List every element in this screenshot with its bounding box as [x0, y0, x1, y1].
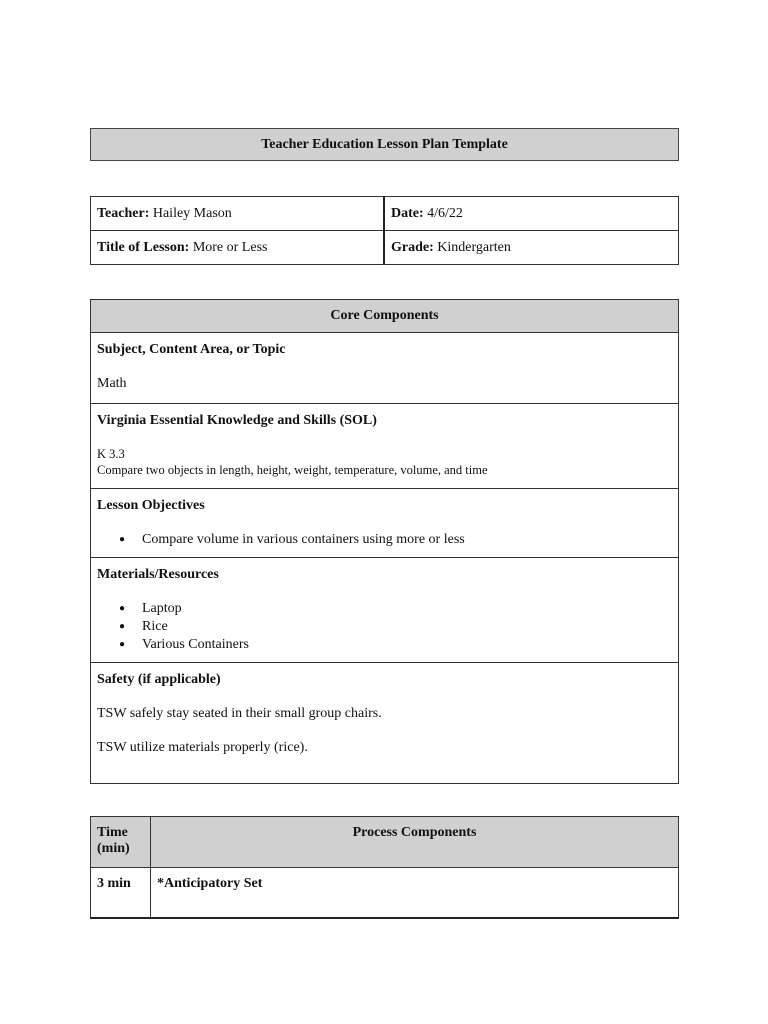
- materials-heading: Materials/Resources: [97, 567, 219, 582]
- subject-value: Math: [97, 376, 127, 391]
- list-item: ● Compare volume in various containers using more or less: [142, 531, 672, 549]
- date-value: 4/6/22: [427, 205, 463, 221]
- grade-label: Grade:: [391, 239, 434, 255]
- lesson-info-table: [90, 196, 679, 265]
- subject-section: [91, 333, 679, 404]
- lesson-title-label: Title of Lesson:: [97, 239, 190, 255]
- core-components-header: Core Components: [91, 300, 679, 333]
- sol-section: [91, 404, 679, 489]
- row-component: *Anticipatory Set: [151, 868, 679, 919]
- document-title: Teacher Education Lesson Plan Template: [90, 128, 679, 161]
- sol-heading: Virginia Essential Knowledge and Skills (SOL): [97, 413, 377, 428]
- list-item: ● Laptop: [142, 600, 672, 618]
- objectives-list: [97, 531, 672, 549]
- safety-heading: Safety (if applicable): [97, 672, 221, 687]
- grade-cell: [384, 231, 679, 265]
- row-time: 3 min: [91, 868, 151, 919]
- process-components-table: [90, 816, 679, 919]
- safety-line: TSW utilize materials properly (rice).: [97, 740, 308, 755]
- date-cell: [384, 197, 679, 231]
- sol-text: Compare two objects in length, height, weight, temperature, volume, and time: [97, 463, 488, 477]
- table-row: [91, 868, 679, 919]
- teacher-cell: [91, 197, 385, 231]
- lesson-title-value: More or Less: [192, 239, 268, 255]
- date-label: Date:: [391, 205, 424, 221]
- list-item: ● Rice: [142, 618, 672, 636]
- grade-value: Kindergarten: [437, 239, 511, 255]
- list-item: ● Various Containers: [142, 636, 672, 654]
- safety-section: [91, 663, 679, 784]
- materials-section: [91, 558, 679, 663]
- safety-line: TSW safely stay seated in their small group chairs.: [97, 706, 382, 721]
- process-components-header: Process Components: [151, 817, 679, 868]
- sol-code: K 3.3: [97, 447, 125, 461]
- core-components-table: [90, 299, 679, 784]
- lesson-title-cell: [91, 231, 385, 265]
- objectives-heading: Lesson Objectives: [97, 498, 205, 513]
- objectives-section: [91, 489, 679, 558]
- materials-list: [97, 600, 672, 654]
- teacher-value: Hailey Mason: [152, 205, 232, 221]
- teacher-label: Teacher:: [97, 205, 150, 221]
- time-header: Time (min): [91, 817, 151, 868]
- subject-heading: Subject, Content Area, or Topic: [97, 342, 286, 357]
